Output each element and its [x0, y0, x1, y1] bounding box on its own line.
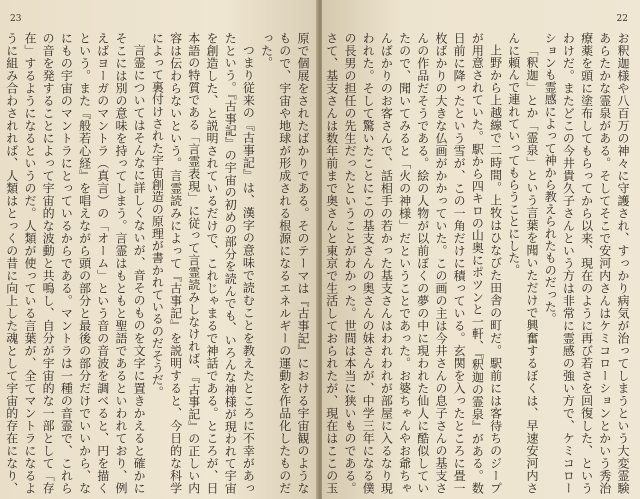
paragraph: お釈迦様や八百万の神々に守護され、すっかり病気が治ってしまうという大変霊験あらたかな霊泉がある。そしてそこで安河内さんはケミコローションとかいう秀治療薬を頭に塗布してもらってから以来、現在のように再び若さを回復した、というわけだ。またどこの今井貴久子さんという方は非常に霊感の強い方で、ケミコローションも霊感によって神から教えられたものだった。 — [543, 32, 630, 494]
paragraph: 上野から上越線で二時間。上牧はひなびた田舎の町だ。駅前には客待ちのジープが用意されていた。駅から四キロの山奥にポツンと一軒、『釈迦の霊泉』がある。数日前に降ったという雪が、この一角だけに積っている。玄関を入ったところに畳一枚ばかりの大きな仏画がかかっていた。この画の主は今井さんの息子さんの基支さんの作品だそうである。絵の人物が以前ぼくの夢の中に現われた仙人に酷似していたので、聞いてみると「火の神様」だということであった。お婆ちゃんやお爺ちゃんばかりのお客さんで、話相手の若かった基支さんはわれわれが部屋に入るなり現われた。そして驚いたことにこの基支さんの奥さんの妹さんが、中学三年になる僕の長男の担任の先生だったということがわかった。世間は本当に狭いものである。さて、基支さんは数年前まで奥さんと東京で生活しておられたが、現在はここの玉 — [324, 32, 503, 494]
page-number-left: 23 — [10, 14, 22, 24]
right-page — [322, 0, 640, 499]
paragraph: つまり従来の『古事記』は、漢字の意味で読むことを教えたところに不幸があったという。『古事記』の宇宙の初めの部分を読んでも、いろんな神様が現われて宇宙を創造した、と説明されているだけで、これじゃまるで神話である。ところが、日本語の特質である「言霊表現」に従って言霊読みしなければ、『古事記』の正しい内容は伝わらないという。言霊読みによって『古事記』を説明すると、今日的な科学によって裏付けされた宇宙創造の原理が書かれているのだそうだ。 — [150, 32, 256, 494]
left-page-text — [4, 32, 312, 494]
left-page — [0, 0, 318, 499]
right-page-text — [324, 32, 632, 494]
paragraph: 「釈迦」とか「霊泉」という言葉を聞いただけで興奮するぼくは、早速安河内さんに頼んで連れていってもらうことにした。 — [506, 32, 539, 494]
paragraph: 言霊についてはそんなに詳しくないが、音そのものを文字に置きかえると確かにそこには別の意味を持ってしまう。言霊はもともと聖語であるといわれており、例えばヨーガのマントラ（真言）の「オーム」という音の音波を調べると、円を描くという。また『般若心経』を唱えながら頭の部分と最後の部分だけでいいから、なにもの宇宙のマントラにとっているからである。マントラは一種の音霊で、これらの音を発することによって宇宙的な波動と共鳴し、自分が宇宙的な一部として「存在」するようになるというのだ。人類が使っている言葉が、全てマントラになるように組み合わされれば、人類はとっくの昔に向上した魂として宇宙的存在になり、 — [4, 32, 147, 494]
paragraph: 原で個展をされたばかりである。そのテーマは『古事記』における宇宙観のようなもので、宇宙や地球が形成される根源になるエネルギーの運動を作品化したものだった。 — [259, 32, 310, 494]
page-number-right: 22 — [616, 14, 628, 24]
